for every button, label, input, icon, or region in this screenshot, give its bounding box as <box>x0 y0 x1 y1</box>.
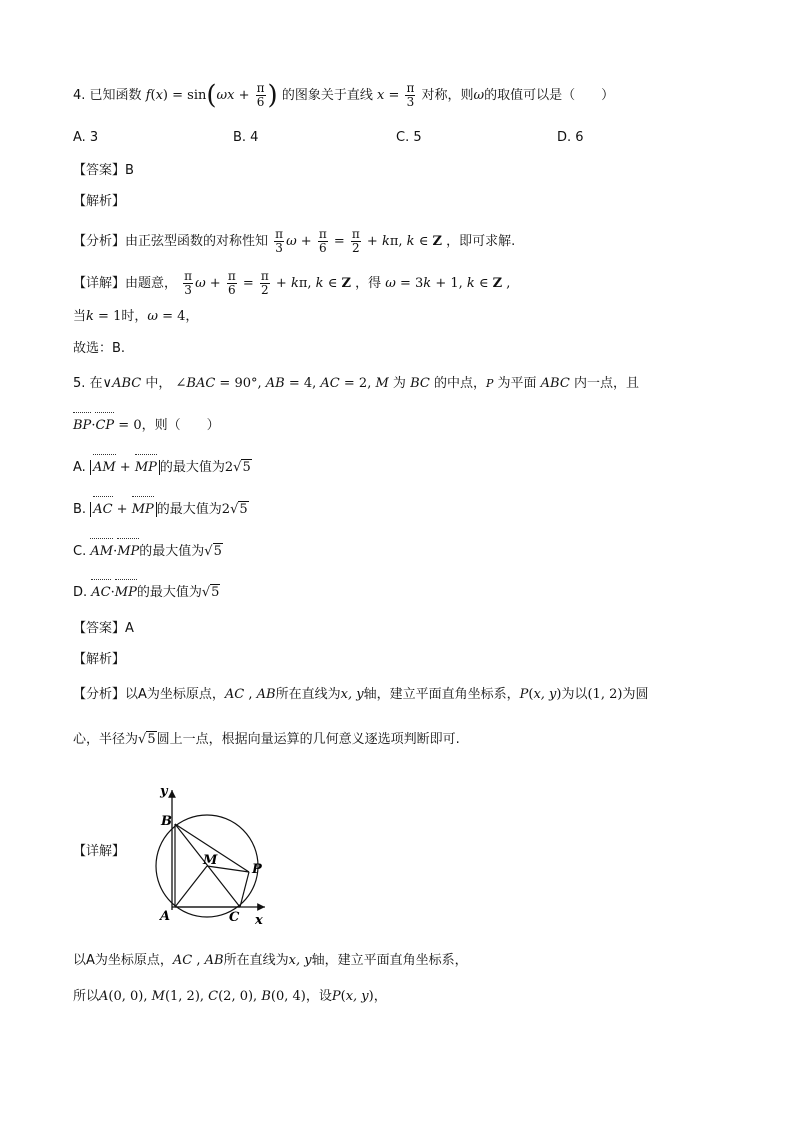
q4-xiangjie: 【详解】由题意， $\frac{\pi}{3}$ ω + $\frac{\pi}{6}$ = $\frac{\pi}{2}$ + kπ, k ∈ Z ，得 ω = 3k + 1, k ∈ Z , <box>73 269 511 297</box>
label-a: A <box>160 909 171 924</box>
q5-fenxi-line2: 心，半径为√5圆上一点，根据向量运算的几何意义逐选项判断即可. <box>73 732 460 747</box>
label-c: C <box>229 910 240 925</box>
q5-stem: 5. 在∨ABC 中， ∠BAC = 90°, AB = 4, AC = 2, M 为 BC 的中点，P 为平面 ABC 内一点，且 <box>73 376 639 391</box>
q5-body-line1: 以A为坐标原点，AC , AB所在直线为x, y轴，建立平面直角坐标系， <box>73 953 468 968</box>
q5-jiexi: 【解析】 <box>73 652 126 667</box>
q5-option-b: B. AC + MP 的最大值为2√5 <box>73 502 248 517</box>
q5-fenxi-line1: 【分析】以A为坐标原点，AC , AB所在直线为x, y轴，建立平面直角坐标系，P(x, y)为以(1, 2)为圆 <box>73 687 649 702</box>
geometry-figure <box>145 782 275 927</box>
q4-option-a: A. 3 <box>73 130 99 145</box>
label-y: y <box>160 784 168 799</box>
label-b: B <box>161 814 172 829</box>
frac-pi-3: $\frac{\pi}{3}$ <box>406 81 415 109</box>
q5-xiangjie-label: 【详解】 <box>73 844 126 859</box>
q4-lead: 4. 已知函数 <box>73 88 142 103</box>
segment-cp <box>240 872 249 907</box>
q4-guxuan: 故选：B. <box>73 341 126 356</box>
q5-body-line2: 所以A(0, 0), M(1, 2), C(2, 0), B(0, 4)，设P(x, y)， <box>73 989 387 1004</box>
q4-fenxi: 【分析】由正弦型函数的对称性知 $\frac{\pi}{3}$ ω + $\frac{\pi}{6}$ = $\frac{\pi}{2}$ + kπ, k ∈ Z ，即可求解. <box>73 227 516 255</box>
q5-condition: BP·CP = 0，则（ ） <box>73 418 220 433</box>
q4-option-b: B. 4 <box>233 130 259 145</box>
label-x: x <box>255 913 263 927</box>
q5-option-d: D. AC·MP的最大值为√5 <box>73 585 220 600</box>
frac-pi-6: $\frac{\pi}{6}$ <box>256 81 265 109</box>
q4-dang: 当k = 1时，ω = 4， <box>73 309 199 324</box>
q5-option-c: C. AM·MP的最大值为√5 <box>73 544 222 559</box>
segment-am <box>175 866 207 907</box>
q4-option-d: D. 6 <box>557 130 584 145</box>
q4-option-c: C. 5 <box>396 130 422 145</box>
q5-answer: 【答案】A <box>73 621 134 636</box>
q4-jiexi: 【解析】 <box>73 194 126 209</box>
q4-answer: 【答案】B <box>73 163 134 178</box>
q5-option-a: A. AM + MP 的最大值为2√5 <box>73 460 251 475</box>
q4-stem: 4. 已知函数 f(x) = sin(ωx + $\frac{\pi}{6}$ ) 的图象关于直线 x = $\frac{\pi}{3}$ 对称，则ω的取值可以是（ ） <box>73 80 615 111</box>
label-p: P <box>252 862 262 877</box>
label-m: M <box>203 853 218 868</box>
